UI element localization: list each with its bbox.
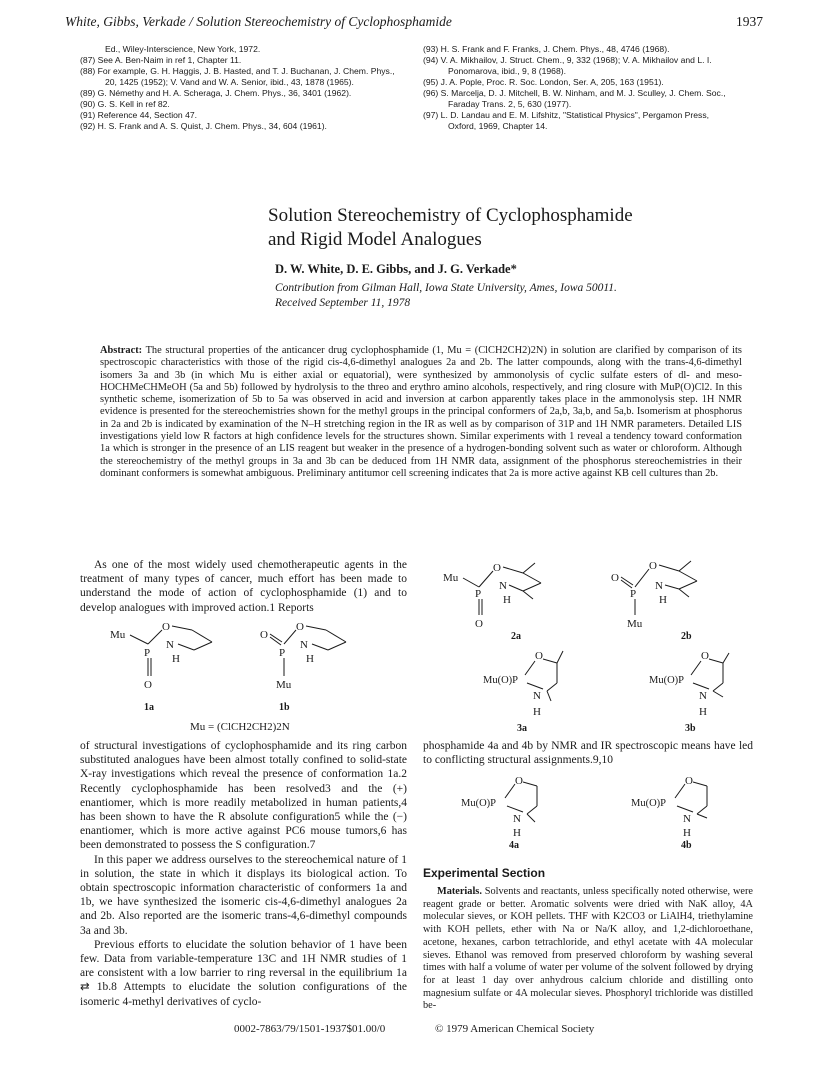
mu-definition: Mu = (ClCH2CH2)2N <box>190 721 290 733</box>
atom-muop: Mu(O)P <box>649 675 685 686</box>
atom-h: H <box>683 827 691 839</box>
atom-n: N <box>533 690 541 702</box>
label-2b: 2b <box>681 631 692 642</box>
structure-4b <box>631 775 707 839</box>
article-title <box>268 204 633 252</box>
atom-o: O <box>535 650 543 662</box>
atom-n: N <box>683 813 691 825</box>
structure-3a <box>483 650 563 718</box>
section-heading: Experimental Section <box>423 866 546 880</box>
materials-paragraph <box>423 886 753 1013</box>
paragraph: of structural investigations of cyclophosphamide and its ring carbon substituted analogues have been almost totally confined to solid-state X-ray investigations which reveal the presence of conformation 1a.2 Recently cyclophosphamide has been resolved3 and the (+) enantiomer, which is more readily metabolized in human patients,4 has been shown to have the R absolute configuration5 while the (−) enantiomer, which is more active against PC6 mouse tumors,6 has been demonstrated to possess the S configuration.7 <box>80 740 407 852</box>
reference-line: (92) H. S. Frank and A. S. Quist, J. Chem. Phys., 34, 604 (1961). <box>80 121 327 131</box>
structure-4a <box>461 775 537 839</box>
footer-copyright: © 1979 American Chemical Society <box>435 1023 595 1035</box>
atom-n: N <box>699 690 707 702</box>
paragraph: phosphamide 4a and 4b by NMR and IR spectroscopic means have led to conflicting structural assignments.9,10 <box>423 740 753 767</box>
reference-line: Ed., Wiley-Interscience, New York, 1972. <box>105 44 261 54</box>
label-3b: 3b <box>685 723 696 734</box>
abstract-label: Abstract: <box>100 345 143 356</box>
body-right-top <box>423 739 753 767</box>
atom-muop: Mu(O)P <box>461 798 497 809</box>
atom-p: P <box>279 647 286 659</box>
body-left-bottom <box>80 739 407 1009</box>
label-4a: 4a <box>509 840 519 850</box>
reference-line: (95) J. A. Pople, Proc. R. Soc. London, Ser. A, 205, 163 (1951). <box>423 77 664 87</box>
atom-p: P <box>144 647 151 659</box>
atom-mu: Mu <box>110 629 126 641</box>
structure-2b <box>611 560 697 630</box>
atom-mu: Mu <box>627 618 643 630</box>
authors: D. W. White, D. E. Gibbs, and J. G. Verkade* <box>275 262 517 276</box>
structure-1b <box>260 621 346 691</box>
atom-mu: Mu <box>443 572 459 584</box>
atom-o: O <box>162 621 170 633</box>
structure-2a-3b <box>423 555 753 735</box>
atom-p: P <box>630 588 637 600</box>
page-number: 1937 <box>736 14 763 29</box>
label-2a: 2a <box>511 631 521 642</box>
reference-line: (94) V. A. Mikhailov, J. Struct. Chem., 9, 332 (1968); V. A. Mikhailov and L. I. <box>423 55 712 65</box>
reference-line: (87) See A. Ben-Naim in ref 1, Chapter 11. <box>80 55 242 65</box>
received-date: Received September 11, 1978 <box>275 297 411 309</box>
reference-line: Oxford, 1969, Chapter 14. <box>448 121 548 131</box>
atom-n: N <box>166 639 174 651</box>
label-3a: 3a <box>517 723 527 734</box>
structure-1a-1b <box>80 612 407 738</box>
reference-line: (88) For example, G. H. Haggis, J. B. Hasted, and T. J. Buchanan, J. Chem. Phys., <box>80 66 395 76</box>
reference-line: (89) G. Némethy and H. A. Scheraga, J. Chem. Phys., 36, 3401 (1962). <box>80 88 352 98</box>
title-line-1: Solution Stereochemistry of Cyclophosphamide <box>268 205 633 226</box>
atom-o: O <box>144 679 152 691</box>
atom-o: O <box>649 560 657 572</box>
paragraph: In this paper we address ourselves to the stereochemical nature of 1 in solution, the state in which it displays its biological action. To obtain spectroscopic information characteristic of conformers 1a and 1b, we have synthesized the isomeric cis-4,6-dimethyl analogues 2a and 2b. Also reported are the isomeric trans-4,6-dimethyl compounds 3a and 3b. <box>80 853 407 937</box>
atom-n: N <box>300 639 308 651</box>
atom-o: O <box>515 775 523 787</box>
paragraph: Previous efforts to elucidate the solution behavior of 1 have been few. Data from variable-temperature 13C and 1H NMR studies of 1 are consistent with a low barrier to ring reversal in the equilibrium 1a ⇄ 1b.8 Attempts to elucidate the solution configurations of the isomeric 4-methyl derivatives of cyclo- <box>80 938 407 1008</box>
atom-h: H <box>503 594 511 606</box>
references-left <box>80 44 395 132</box>
label-1a: 1a <box>144 702 154 713</box>
structure-4a-4b <box>423 772 753 850</box>
atom-o: O <box>701 650 709 662</box>
atom-o: O <box>685 775 693 787</box>
structure-2a <box>443 562 541 630</box>
atom-o: O <box>611 572 619 584</box>
atom-o: O <box>493 562 501 574</box>
atom-muop: Mu(O)P <box>631 798 667 809</box>
materials-text: Solvents and reactants, unless specifically noted otherwise, were reagent grade or better. Aromatic solvents were dried with NaK alloy, 4A molecular sieves, or KOH pellets. THF with K2CO3 or LiAlH4, triethylamine with KOH pellets, ether with Na or Na/K alloy, and 1,2-dichloroethane, acetone, hexanes, carbon tetrachloride, and ethyl acetate with 4A molecular sieves. Ethanol was removed from preserved chloroform by washing several times with half a volume of water per volume of the solvent followed by drying for at least 1 day over anhydrous calcium chloride and distilling onto magnesium sulfate or 4A molecular sieves. Phosphoryl trichloride was distilled be- <box>423 886 753 1012</box>
running-title: White, Gibbs, Verkade / Solution Stereochemistry of Cyclophosphamide <box>65 14 452 29</box>
label-1b: 1b <box>279 702 290 713</box>
atom-o: O <box>475 618 483 630</box>
paragraph: As one of the most widely used chemotherapeutic agents in the treatment of many types of cancer, much effort has been made to understand the mode of action of cyclophosphamide (1) and to develop analogues with improved action.1 Reports <box>80 559 407 614</box>
references-right <box>423 44 726 132</box>
materials-label: Materials. <box>437 886 482 897</box>
abstract-text: The structural properties of the anticancer drug cyclophosphamide (1, Mu = (ClCH2CH2)2N) in solution are clarified by comparison of its spectroscopic characteristics with those of the rigid cis-4,6-dimethyl analogues 2a and 2b. The latter compounds, along with the trans-4,6-dimethyl isomers 3a and 3b (in which Mu is either axial or equatorial), were synthesized by ammonolysis of cyclic sulfate esters of dl- and meso-HOCHMeCHMeOH (5a and 5b) followed by hydrolysis to the threo and erythro amino alcohols, respectively, and ring closure with MuP(O)Cl2. In this synthetic scheme, isomerization of 5b to 5a was observed in acid and inversion at carbon apparently takes place in the ammonolysis step. 1H NMR evidence is presented for the stereochemistries shown for the methyl groups in the principal conformers of 2a,b, 3a,b, and 5a,b. Isomerism at phosphorus in 2a and 2b is indicated by examination of the N–H stretching region in the IR as well as by comparison of 31P and 1H NMR parameters. Detailed LIS investigations yield low R factors at high confidence levels for the structures shown. Similar experiments with 1 reveal a tendency toward conformation 1a which is stronger in the presence of an LIS reagent but weaker in the presence of a hydrogen-bonding solvent such as water or chloroform. Although the stereochemistry of the methyl groups in 3a and 3b can be deduced from 1H NMR data, assignment of the phosphorus stereochemistries in their dominant conformers is somewhat ambiguous. Preliminary antitumor cell screening indicates that 2a is more active against KB cell cultures than 2b. <box>100 345 742 479</box>
reference-line: Ponomarova, ibid., 9, 8 (1968). <box>448 66 566 76</box>
reference-line: (97) L. D. Landau and E. M. Lifshitz, "Statistical Physics", Pergamon Press, <box>423 110 709 120</box>
affiliation: Contribution from Gilman Hall, Iowa State University, Ames, Iowa 50011. <box>275 282 617 294</box>
atom-n: N <box>513 813 521 825</box>
abstract <box>100 345 742 480</box>
reference-line: (96) S. Marcelja, D. J. Mitchell, B. W. Ninham, and M. J. Sculley, J. Chem. Soc., <box>423 88 726 98</box>
body-left-top <box>80 558 407 615</box>
atom-muop: Mu(O)P <box>483 675 519 686</box>
reference-line: (90) G. S. Kell in ref 82. <box>80 99 170 109</box>
title-line-2: and Rigid Model Analogues <box>268 229 482 250</box>
affiliation-block <box>275 281 617 311</box>
footer-code: 0002-7863/79/1501-1937$01.00/0 <box>234 1023 386 1035</box>
structure-3b <box>649 650 729 718</box>
atom-h: H <box>699 706 707 718</box>
reference-line: 20, 1425 (1952); V. Vand and W. A. Senior, ibid., 43, 1878 (1965). <box>105 77 354 87</box>
atom-n: N <box>499 580 507 592</box>
atom-o: O <box>296 621 304 633</box>
atom-h: H <box>533 706 541 718</box>
atom-h: H <box>306 653 314 665</box>
atom-n: N <box>655 580 663 592</box>
reference-line: (91) Reference 44, Section 47. <box>80 110 198 120</box>
label-4b: 4b <box>681 840 692 850</box>
atom-o: O <box>260 629 268 641</box>
atom-h: H <box>659 594 667 606</box>
reference-line: Faraday Trans. 2, 5, 630 (1977). <box>448 99 572 109</box>
structure-1a <box>110 621 212 691</box>
atom-h: H <box>172 653 180 665</box>
atom-mu: Mu <box>276 679 292 691</box>
atom-p: P <box>475 588 482 600</box>
reference-line: (93) H. S. Frank and F. Franks, J. Chem. Phys., 48, 4746 (1968). <box>423 44 670 54</box>
atom-h: H <box>513 827 521 839</box>
